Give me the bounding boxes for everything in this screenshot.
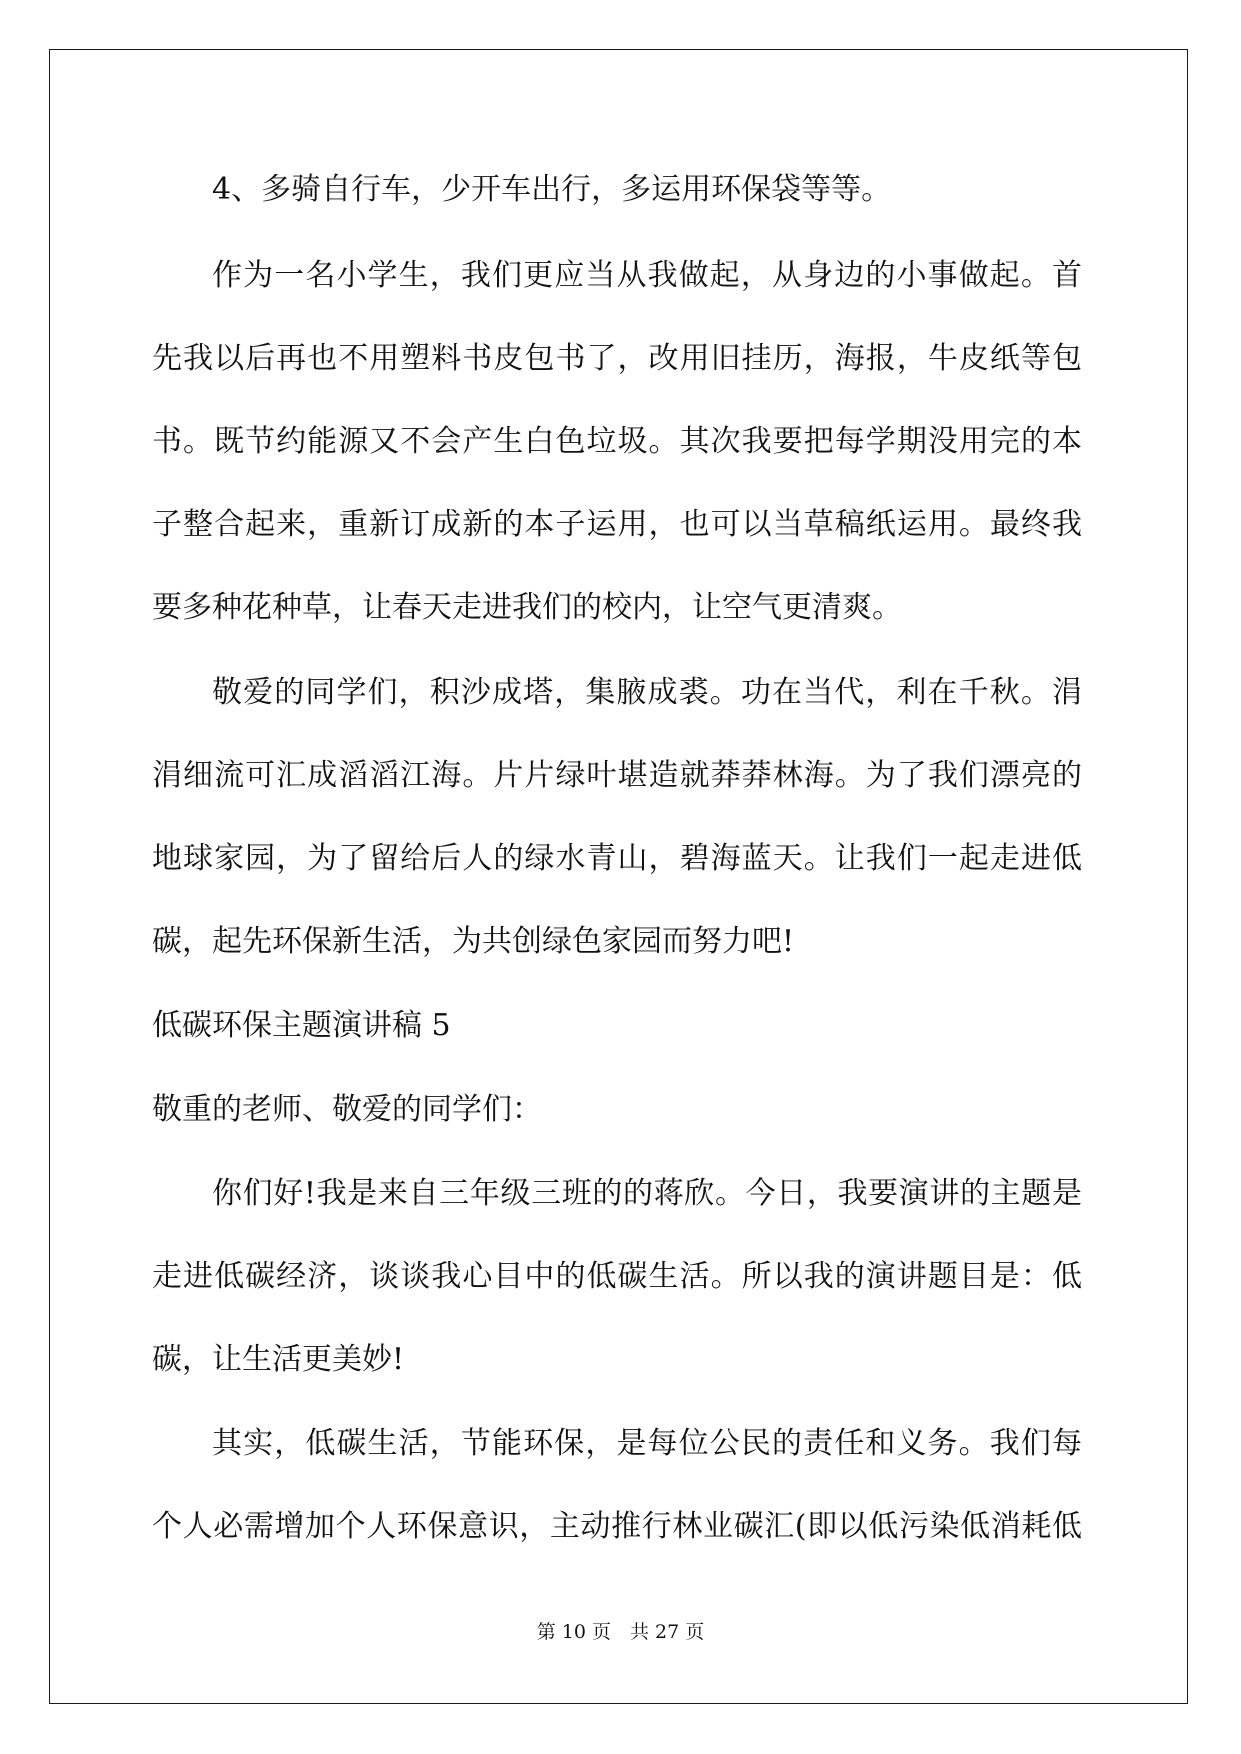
page-number-footer: 第 10 页 共 27 页 [536,1621,705,1643]
text-line: 走进低碳经济，谈谈我心目中的低碳生活。所以我的演讲题目是：低 [152,1259,1082,1294]
text-line: 要多种花种草，让春天走进我们的校内，让空气更清爽。 [152,590,902,625]
text-line: 作为一名小学生，我们更应当从我做起，从身边的小事做起。首 [212,258,1082,293]
text-line: 涓细流可汇成滔滔江海。片片绿叶堪造就莽莽林海。为了我们漂亮的 [152,758,1082,793]
section-heading: 低碳环保主题演讲稿 5 [152,1008,451,1043]
text-line: 碳，起先环保新生活，为共创绿色家园而努力吧! [152,924,795,959]
text-line: 你们好!我是来自三年级三班的的蒋欣。今日，我要演讲的主题是 [212,1176,1082,1211]
text-line: 子整合起来，重新订成新的本子运用，也可以当草稿纸运用。最终我 [152,507,1082,542]
text-line: 4、多骑自行车，少开车出行，多运用环保袋等等。 [212,172,892,207]
text-line: 先我以后再也不用塑料书皮包书了，改用旧挂历，海报，牛皮纸等包 [152,341,1082,376]
salutation: 敬重的老师、敬爱的同学们： [152,1092,542,1127]
text-line: 个人必需增加个人环保意识，主动推行林业碳汇(即以低污染低消耗低 [152,1509,1082,1544]
text-line: 敬爱的同学们，积沙成塔，集腋成裘。功在当代，利在千秋。涓 [212,675,1082,710]
text-line: 地球家园，为了留给后人的绿水青山，碧海蓝天。让我们一起走进低 [152,841,1082,876]
text-line: 其实，低碳生活，节能环保，是每位公民的责任和义务。我们每 [212,1426,1082,1461]
text-line: 书。既节约能源又不会产生白色垃圾。其次我要把每学期没用完的本 [152,424,1082,459]
text-line: 碳，让生活更美妙! [152,1342,405,1377]
